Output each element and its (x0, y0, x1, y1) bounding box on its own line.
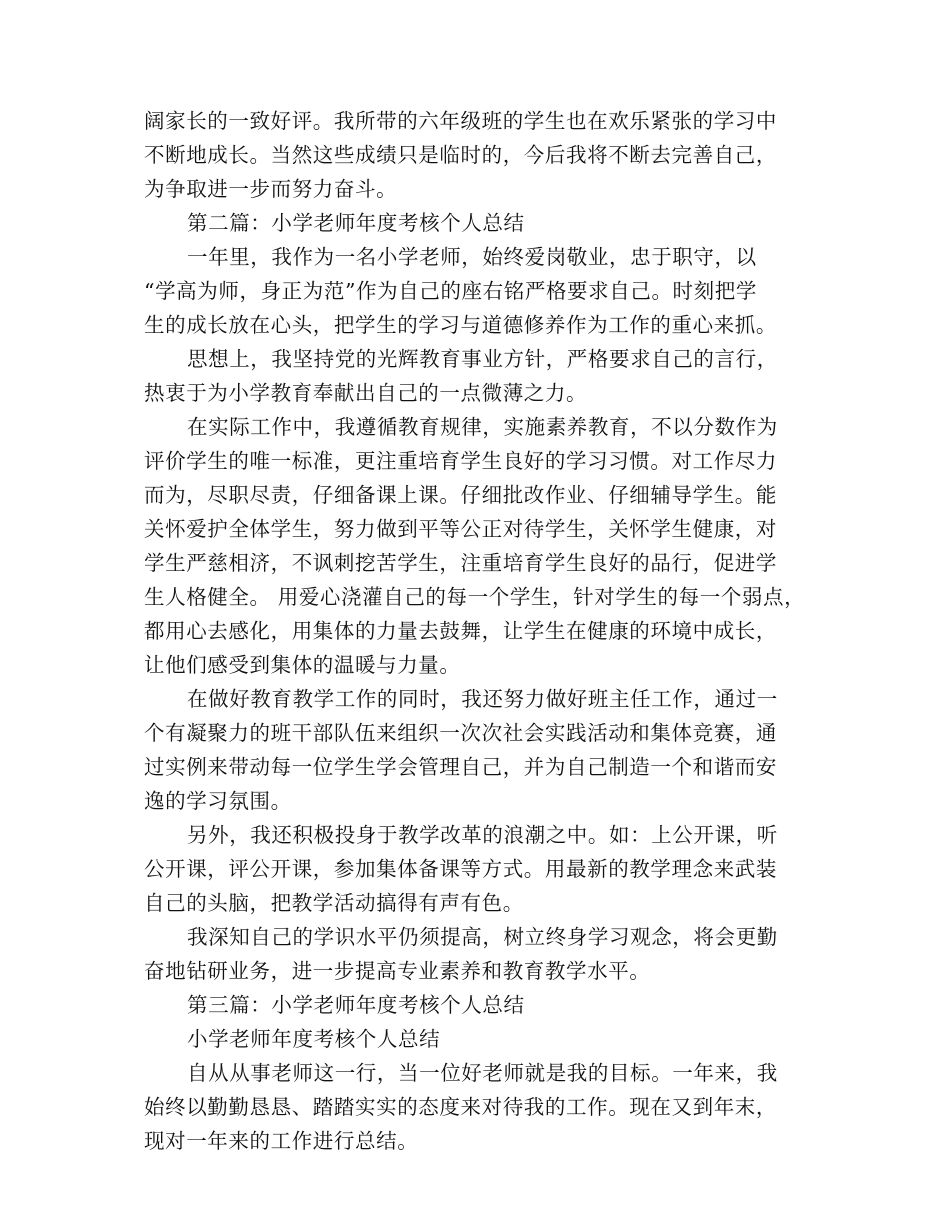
text-line: 生人格健全。 用爱心浇灌自己的每一个学生，针对学生的每一个弱点， (144, 585, 806, 609)
text-line: 自己的头脑，把教学活动搞得有声有色。 (144, 891, 524, 915)
text-line: 为争取进一步而努力奋斗。 (144, 177, 398, 201)
text-line: 在实际工作中，我遵循教育规律，实施素养教育，不以分数作为 (187, 415, 778, 439)
text-line: 让他们感受到集体的温暖与力量。 (144, 653, 461, 677)
text-line: 始终以勤勤恳恳、踏踏实实的态度来对待我的工作。现在又到年末， (144, 1095, 777, 1119)
text-line: “学高为师，身正为范”作为自己的座右铭严格要求自己。时刻把学 (144, 279, 757, 303)
text-line: 第二篇：小学老师年度考核个人总结 (187, 211, 525, 235)
text-line: 我深知自己的学识水平仍须提高，树立终身学习观念，将会更勤 (187, 925, 778, 949)
text-line: 生的成长放在心头，把学生的学习与道德修养作为工作的重心来抓。 (144, 313, 777, 337)
text-line: 一年里，我作为一名小学老师，始终爱岗敬业，忠于职守，以 (187, 245, 757, 269)
text-line: 小学老师年度考核个人总结 (187, 1027, 441, 1051)
text-line: 而为，尽职尽责，仔细备课上课。仔细批改作业、仔细辅导学生。能 (144, 483, 777, 507)
text-line: 阔家长的一致好评。我所带的六年级班的学生也在欢乐紧张的学习中 (144, 109, 777, 133)
text-line: 自从从事老师这一行，当一位好老师就是我的目标。一年来，我 (187, 1061, 778, 1085)
text-line: 学生严慈相济，不讽刺挖苦学生，注重培育学生良好的品行，促进学 (144, 551, 777, 575)
document-body (144, 104, 824, 1158)
text-line: 在做好教育教学工作的同时，我还努力做好班主任工作，通过一 (187, 687, 778, 711)
text-line: 过实例来带动每一位学生学会管理自己，并为自己制造一个和谐而安 (144, 755, 777, 779)
text-line: 逸的学习氛围。 (144, 789, 292, 813)
text-line: 评价学生的唯一标准，更注重培育学生良好的学习习惯。对工作尽力 (144, 449, 777, 473)
text-line: 奋地钻研业务，进一步提高专业素养和教育教学水平。 (144, 959, 651, 983)
text-line: 公开课，评公开课，参加集体备课等方式。用最新的教学理念来武装 (144, 857, 777, 881)
text-line: 不断地成长。当然这些成绩只是临时的，今后我将不断去完善自己， (144, 143, 777, 167)
text-line: 现对一年来的工作进行总结。 (144, 1129, 419, 1153)
text-line: 另外，我还积极投身于教学改革的浪潮之中。如：上公开课，听 (187, 823, 778, 847)
text-line: 第三篇：小学老师年度考核个人总结 (187, 993, 525, 1017)
text-line: 关怀爱护全体学生，努力做到平等公正对待学生，关怀学生健康，对 (144, 517, 777, 541)
text-line: 都用心去感化，用集体的力量去鼓舞，让学生在健康的环境中成长， (144, 619, 777, 643)
text-line: 个有凝聚力的班干部队伍来组织一次次社会实践活动和集体竞赛，通 (144, 721, 777, 745)
text-line: 思想上，我坚持党的光辉教育事业方针，严格要求自己的言行， (187, 347, 778, 371)
text-line: 热衷于为小学教育奉献出自己的一点微薄之力。 (144, 381, 588, 405)
